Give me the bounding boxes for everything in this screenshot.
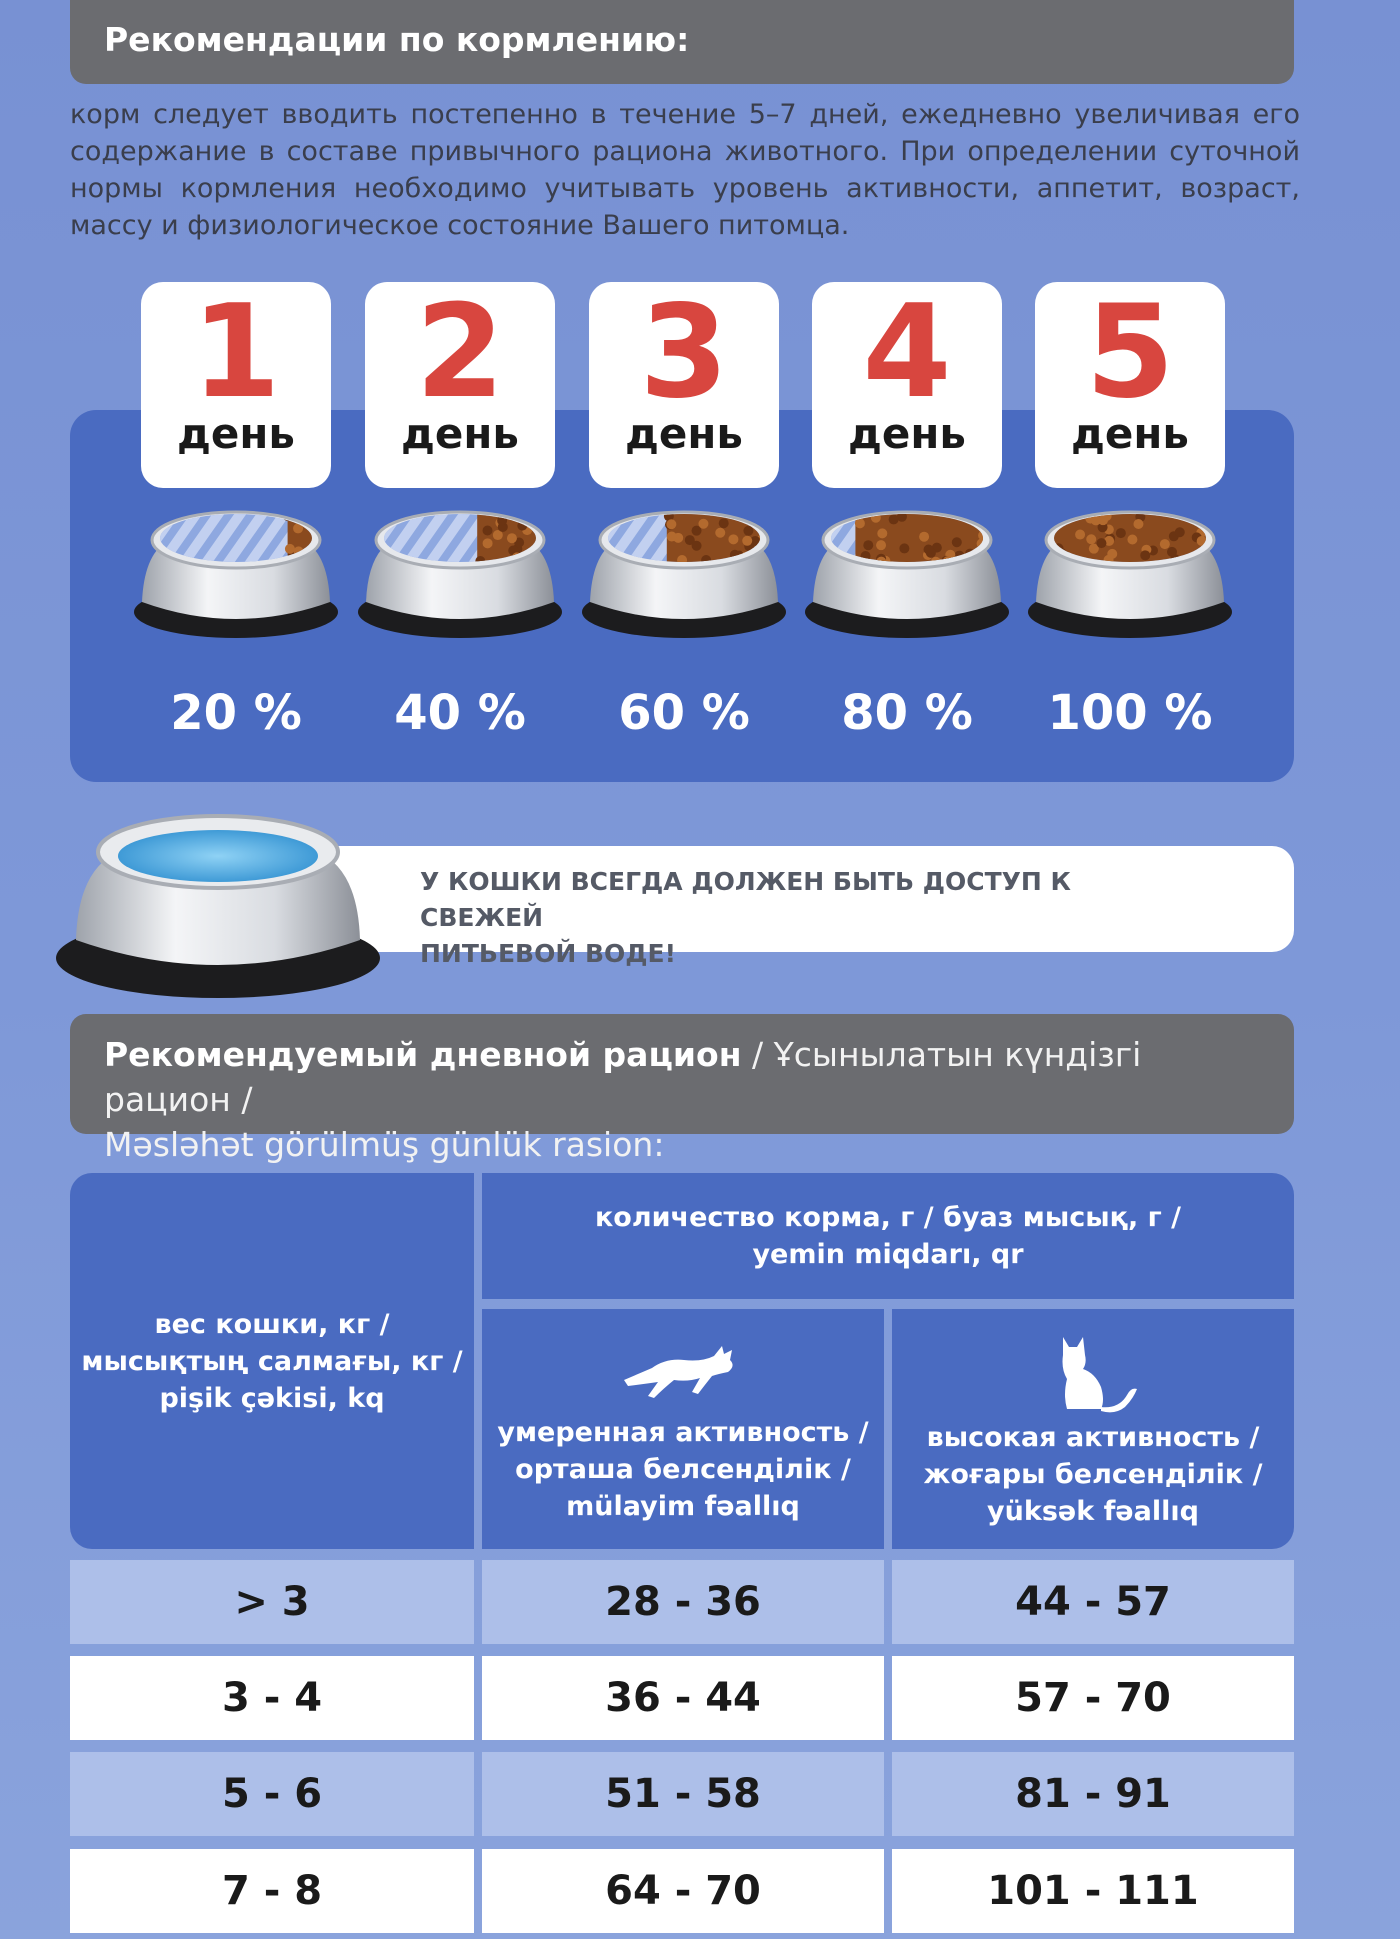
table-cell-weight: 5 - 6 bbox=[70, 1752, 474, 1836]
day-card-1 bbox=[141, 278, 331, 488]
table-cell-weight: > 3 bbox=[70, 1560, 474, 1644]
water-bowl-icon bbox=[48, 790, 388, 1006]
table-cell-weight: 7 - 8 bbox=[70, 1849, 474, 1933]
day-number: 4 bbox=[862, 278, 952, 427]
daily-ration-header bbox=[70, 1014, 1294, 1164]
food-bowl-icon bbox=[354, 500, 566, 646]
day-label: день bbox=[848, 409, 966, 458]
feeding-intro-text: корм следует вводить постепенно в течение 5–7 дней, ежедневно увеличивая его содержание в составе привычного рациона животного. При определении суточной нормы кормления необходимо учитывать уровень активности, аппетит, возраст, массу и физиологическое состояние Вашего питомца. bbox=[70, 99, 1300, 241]
day-card-4 bbox=[812, 278, 1002, 488]
day-label: день bbox=[177, 409, 295, 458]
water-notice-line-2: ПИТЬЕВОЙ ВОДЕ! bbox=[420, 939, 677, 968]
weight-column-header: вес кошки, кг / мысықтың салмағы, кг / pişik çəkisi, kq bbox=[70, 1173, 474, 1549]
percent-label: 80 % bbox=[841, 685, 973, 741]
day-label: день bbox=[1071, 409, 1189, 458]
feeding-title: Рекомендации по кормлению: bbox=[104, 20, 690, 59]
percent-label: 20 % bbox=[170, 685, 302, 741]
water-notice bbox=[300, 846, 1294, 968]
food-bowl-icon bbox=[578, 500, 790, 646]
table-cell-weight: 3 - 4 bbox=[70, 1656, 474, 1740]
day-number: 3 bbox=[639, 278, 729, 427]
table-cell-high: 44 - 57 bbox=[892, 1560, 1294, 1644]
food-bowl-icon bbox=[1024, 500, 1236, 646]
table-cell-moderate: 28 - 36 bbox=[482, 1560, 884, 1644]
day-card-3 bbox=[589, 278, 779, 488]
sitting-cat-icon bbox=[1043, 1329, 1143, 1413]
ration-title-azerbaijani: Məsləhət görülmüş günlük rasion: bbox=[104, 1125, 665, 1164]
table-cell-high: 57 - 70 bbox=[892, 1656, 1294, 1740]
food-bowl-icon bbox=[801, 500, 1013, 646]
food-bowl-icon bbox=[130, 500, 342, 646]
running-cat-icon bbox=[618, 1334, 748, 1404]
table-cell-high: 101 - 111 bbox=[892, 1849, 1294, 1933]
water-notice-line-1: У КОШКИ ВСЕГДА ДОЛЖЕН БЫТЬ ДОСТУП К СВЕЖЕЙ bbox=[420, 867, 1071, 932]
percent-label: 100 % bbox=[1047, 685, 1213, 741]
day-number: 5 bbox=[1085, 278, 1175, 427]
high-activity-header: высокая активность / жоғары белсенділік / yüksək fəallıq bbox=[892, 1309, 1294, 1549]
feeding-recommendations-header bbox=[70, 0, 1294, 84]
ration-title-kazakh: / Ұсынылатын күндізгі рацион / bbox=[104, 1035, 1142, 1119]
day-number: 2 bbox=[415, 278, 505, 427]
food-amount-header: количество корма, г / буаз мысық, г / yemin miqdarı, qr bbox=[482, 1173, 1294, 1299]
ration-title-bold: Рекомендуемый дневной рацион bbox=[104, 1035, 742, 1074]
table-cell-moderate: 64 - 70 bbox=[482, 1849, 884, 1933]
day-number: 1 bbox=[191, 278, 281, 427]
day-card-2 bbox=[365, 278, 555, 488]
day-card-5 bbox=[1035, 278, 1225, 488]
table-cell-moderate: 51 - 58 bbox=[482, 1752, 884, 1836]
moderate-activity-header: умеренная активность / орташа белсенділік / mülayim fəallıq bbox=[482, 1309, 884, 1549]
table-cell-moderate: 36 - 44 bbox=[482, 1656, 884, 1740]
table-cell-high: 81 - 91 bbox=[892, 1752, 1294, 1836]
day-label: день bbox=[401, 409, 519, 458]
percent-label: 40 % bbox=[394, 685, 526, 741]
percent-label: 60 % bbox=[618, 685, 750, 741]
day-label: день bbox=[625, 409, 743, 458]
